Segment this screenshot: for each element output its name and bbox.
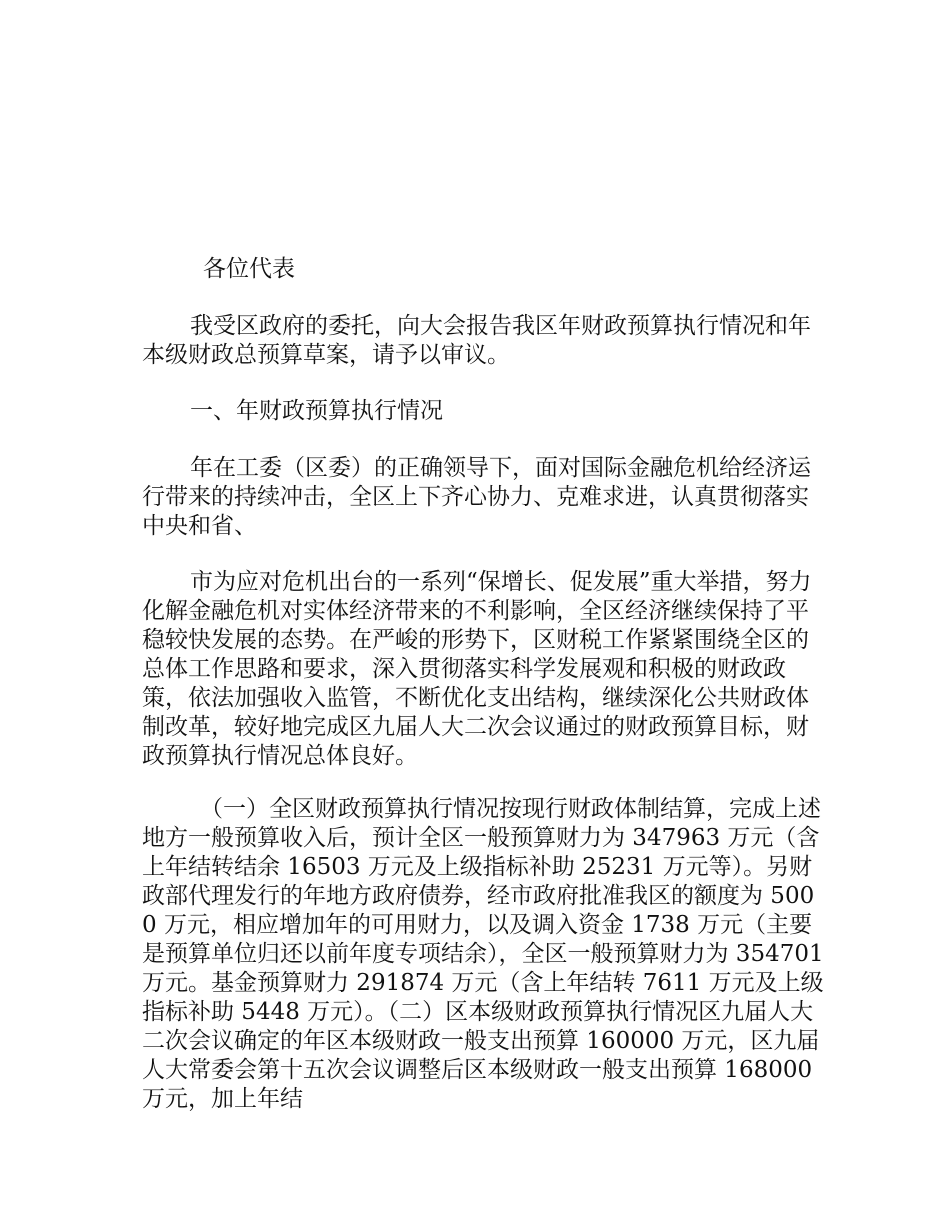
paragraph-leadership: 年在工委（区委）的正确领导下，面对国际金融危机给经济运行带来的持续冲击，全区上下齐心协力、克难求进，认真贯彻落实中央和省、: [142, 455, 811, 539]
salutation: 各位代表: [203, 256, 295, 282]
paragraph-intro: 我受区政府的委托，向大会报告我区年财政预算执行情况和年本级财政总预算草案，请予以审议。: [142, 313, 811, 368]
section-heading: 一、年财政预算执行情况: [190, 398, 443, 424]
paragraph-measures: 市为应对危机出台的一系列“保增长、促发展”重大举措，努力化解金融危机对实体经济带来的不利影响，全区经济继续保持了平稳较快发展的态势。在严峻的形势下，区财税工作紧紧围绕全区的总体工作思路和要求，深入贯彻落实科学发展观和积极的财政政策，依法加强收入监管，不断优化支出结构，继续深化公共财政体制改革，较好地完成区九届人大二次会议通过的财政预算目标，财政预算执行情况总体良好。: [142, 569, 812, 769]
paragraph-budget-execution: （一）全区财政预算执行情况按现行财政体制结算，完成上述地方一般预算收入后，预计全区一般预算财力为 347963 万元（含上年结转结余 16503 万元及上级指标补助 25231 万元等）。另财政部代理发行的年地方政府债券，经市政府批准我区的额度为 5000 万元，相应增加年的可用财力，以及调入资金 1738 万元（主要是预算单位归还以前年度专项结余），全区一般预算财力为 354701 万元。基金预算财力 291874 万元（含上年结转 7611 万元及上级指标补助 5448 万元）。（二）区本级财政预算执行情况区九届人大二次会议确定的年区本级财政一般支出预算 160000 万元，区九届人大常委会第十五次会议调整后区本级财政一般支出预算 168000 万元，加上年结: [142, 796, 824, 1112]
